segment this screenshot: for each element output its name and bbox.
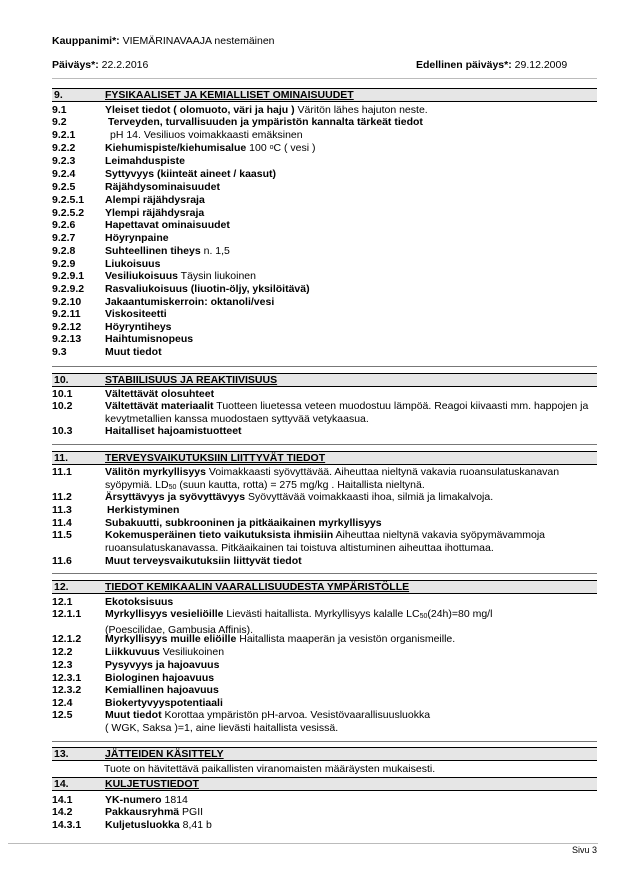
item-text: Syövyttävää voimakkaasti ihoa, silmiä ja limakalvoja. (245, 491, 494, 503)
item-text: syöpymiä. LD (105, 478, 169, 491)
degree-mark: o (269, 144, 274, 151)
item-label: Vältettävät olosuhteet (105, 388, 215, 400)
item-number: 9.2.13 (52, 333, 82, 345)
item-label: Kiehumispiste/kiehumisalue (105, 142, 247, 154)
item-number: 12.5 (52, 709, 73, 721)
section-number: 14. (54, 778, 69, 790)
section-divider (52, 366, 597, 367)
item-label: Pakkausryhmä (105, 806, 180, 818)
section-title: JÄTTEIDEN KÄSITTELY (105, 748, 224, 760)
previous-date-label: Edellinen päiväys*: (416, 59, 512, 71)
item-number: 9.2.9.1 (52, 270, 85, 282)
item-label: Räjähdysominaisuudet (105, 181, 220, 193)
item-text: Vesiliukoinen (159, 646, 225, 658)
item-label: Ekotoksisuus (105, 596, 174, 608)
item-label: Rasvaliukoisuus (liuotin-öljy, yksilöitävä) (105, 283, 310, 295)
item-label: Yleiset tiedot ( olomuoto, väri ja haju ) (105, 104, 295, 116)
item-text: ( WGK, Saksa )=1, aine lievästi haitallista vesissä. (105, 721, 339, 734)
item-number: 14.3.1 (52, 819, 82, 831)
item-number: 9.2.8 (52, 245, 76, 257)
item-label: Ärsyttävyys ja syövyttävyys (105, 491, 246, 503)
item-number: 12.3 (52, 659, 73, 671)
item-label: Kuljetusluokka (105, 819, 180, 831)
page-number: Sivu 3 (571, 845, 597, 855)
item-label: Leimahduspiste (105, 155, 185, 167)
item-number: 9.2.5.2 (52, 207, 85, 219)
item-text: Lievästi haitallista. Myrkyllisyys kalalle LC (223, 608, 420, 620)
item-text: (suun kautta, rotta) = 275 mg/kg . Haitallista nieltynä. (176, 478, 425, 491)
item-text: 8,41 b (179, 819, 212, 831)
item-number: 12.1 (52, 596, 73, 608)
section-title: STABIILISUUS JA REAKTIIVISUUS (105, 374, 278, 386)
item-text: Voimakkaasti syövyttävää. Aiheuttaa nieltynä vakavia ruoansulatuskanavan (205, 466, 560, 478)
item-number: 11.6 (52, 555, 72, 567)
header-divider (52, 78, 597, 79)
item-number: 9.2.9.2 (52, 283, 85, 295)
item-label: Haitalliset hajoamistuotteet (105, 425, 242, 437)
item-label: Höyrynpaine (105, 232, 169, 244)
item-number: 11.2 (52, 491, 72, 503)
item-label: Kokemusperäinen tieto vaikutuksista ihmisiin (105, 529, 334, 541)
item-label: Biologinen hajoavuus (105, 672, 215, 684)
item-number: 12.3.1 (52, 672, 82, 684)
section-11-heading (52, 451, 597, 465)
item-number: 9.3 (52, 346, 67, 358)
item-text: Väritön lähes hajuton neste. (294, 104, 428, 116)
item-number: 9.2.9 (52, 258, 76, 270)
section-number: 12. (54, 581, 69, 593)
item-number: 9.2.10 (52, 296, 82, 308)
item-label: Biokertyvyyspotentiaali (105, 697, 223, 709)
section-9-heading (52, 88, 597, 102)
item-number: 10.2 (52, 400, 73, 412)
section-number: 13. (54, 748, 69, 760)
item-text: 1814 (161, 794, 188, 806)
item-number: 10.3 (52, 425, 73, 437)
item-number: 14.2 (52, 806, 73, 818)
section-number: 9. (54, 89, 63, 101)
item-label: YK-numero (105, 794, 162, 806)
item-label: Liukoisuus (105, 258, 161, 270)
item-number: 9.2.2 (52, 142, 76, 154)
trade-name-line (52, 35, 275, 47)
item-label: Alempi räjähdysraja (105, 194, 205, 206)
subscript: 50 (168, 483, 177, 491)
item-text: Haitallista maaperän ja vesistön organismeille. (236, 633, 456, 645)
section-title: FYSIKAALISET JA KEMIALLISET OMINAISUUDET (105, 89, 354, 101)
item-text: (Poescilidae, Gambusia Affinis). (105, 623, 254, 636)
section-title: TERVEYSVAIKUTUKSIIN LIITTYVÄT TIEDOT (105, 452, 326, 464)
item-label: Liikkuvuus (105, 646, 160, 658)
item-label: Subakuutti, subkrooninen ja pitkäaikainen myrkyllisyys (105, 517, 382, 529)
item-label: Pysyvyys ja hajoavuus (105, 659, 220, 671)
item-number: 9.2.1 (52, 129, 76, 141)
previous-date-value: 29.12.2009 (514, 59, 568, 71)
item-label: Vesiliukoisuus (105, 270, 178, 282)
item-label: Vältettävät materiaalit (105, 400, 214, 412)
subscript: 50 (419, 613, 428, 620)
item-number: 11.1 (52, 466, 72, 478)
section-divider (52, 444, 597, 445)
item-number: 12.3.2 (52, 684, 82, 696)
item-number: 9.2.6 (52, 219, 76, 231)
item-number: 14.1 (52, 794, 73, 806)
item-label: Terveyden, turvallisuuden ja ympäristön kannalta tärkeät tiedot (108, 116, 423, 128)
item-label: Suhteellinen tiheys (105, 245, 201, 257)
item-number: 9.2.3 (52, 155, 76, 167)
item-label: Ylempi räjähdysraja (105, 207, 205, 219)
item-text: kevytmetallien kanssa muodostaen syttyvää vetykaasua. (105, 412, 369, 425)
item-text: ruoansulatuskanavassa. Pitkäaikainen tai toistuva altistuminen aiheuttaa ihottumaa. (105, 541, 494, 554)
item-number: 11.3 (52, 504, 72, 516)
item-label: Muut terveysvaikutuksiin liittyvät tiedot (105, 555, 302, 567)
section-12-heading (52, 580, 597, 594)
date-label: Päiväys*: (52, 59, 99, 71)
item-text: Täysin liukoinen (177, 270, 256, 282)
item-text: PGII (179, 806, 204, 818)
section-14-heading (52, 777, 597, 791)
item-label: Kemiallinen hajoavuus (105, 684, 219, 696)
trade-name-value: VIEMÄRINAVAAJA nestemäinen (122, 35, 275, 47)
item-number: 12.1.2 (52, 633, 82, 645)
item-label: Jakaantumiskerroin: oktanoli/vesi (105, 296, 275, 308)
item-number: 11.5 (52, 529, 72, 541)
item-text: Aiheuttaa nieltynä vakavia syöpymävammoja (333, 529, 546, 541)
item-unit: C ( vesi ) (273, 142, 316, 154)
item-text: Tuotteen liuetessa veteen muodostuu lämpöä. Reagoi kiivaasti mm. happojen ja (213, 400, 589, 412)
trade-name-label: Kauppanimi*: (52, 35, 120, 47)
item-text: Korottaa ympäristön pH-arvoa. Vesistövaarallisuusluokka (161, 709, 431, 721)
item-text: (24h)=80 mg/l (427, 608, 493, 620)
item-number: 12.1.1 (52, 608, 82, 620)
section-10-heading (52, 373, 597, 387)
item-label: Haihtumisnopeus (105, 333, 194, 345)
item-number: 9.2 (52, 116, 67, 128)
item-number: 9.2.4 (52, 168, 76, 180)
section-title: TIEDOT KEMIKAALIN VAARALLISUUDESTA YMPÄRISTÖLLE (105, 581, 410, 593)
previous-date-line (416, 59, 567, 71)
item-label: Herkistyminen (107, 504, 180, 516)
item-label: Viskositeetti (105, 308, 167, 320)
item-label: Muut tiedot (105, 709, 162, 721)
item-number: 9.2.12 (52, 321, 82, 333)
item-text: 100 (246, 142, 270, 154)
item-label: Myrkyllisyys muille eliöille (105, 633, 237, 645)
item-number: 9.1 (52, 104, 67, 116)
item-number: 9.2.5.1 (52, 194, 85, 206)
item-text: pH 14. Vesiliuos voimakkaasti emäksinen (110, 129, 303, 141)
section-divider (52, 741, 597, 742)
footer-divider (8, 843, 598, 844)
item-number: 12.2 (52, 646, 73, 658)
item-label: Muut tiedot (105, 346, 162, 358)
date-line (52, 59, 148, 71)
date-value: 22.2.2016 (101, 59, 149, 71)
item-number: 9.2.11 (52, 308, 81, 320)
item-label: Syttyvyys (kiinteät aineet / kaasut) (105, 168, 276, 180)
item-label: Höyryntiheys (105, 321, 172, 333)
section-divider (52, 573, 597, 574)
item-number: 11.4 (52, 517, 72, 529)
item-number: 10.1 (52, 388, 73, 400)
item-label: Välitön myrkyllisyys (105, 466, 206, 478)
item-number: 9.2.7 (52, 232, 76, 244)
section-title: KULJETUSTIEDOT (105, 778, 199, 790)
section-number: 11. (54, 452, 69, 464)
item-number: 9.2.5 (52, 181, 76, 193)
section-13-heading (52, 747, 597, 761)
item-number: 12.4 (52, 697, 73, 709)
item-label: Hapettavat ominaisuudet (105, 219, 230, 231)
section-number: 10. (54, 374, 69, 386)
item-text: n. 1,5 (200, 245, 230, 257)
disposal-text: Tuote on hävitettävä paikallisten viranomaisten määräysten mukaisesti. (104, 763, 436, 775)
item-label: Myrkyllisyys vesieliöille (105, 608, 224, 620)
